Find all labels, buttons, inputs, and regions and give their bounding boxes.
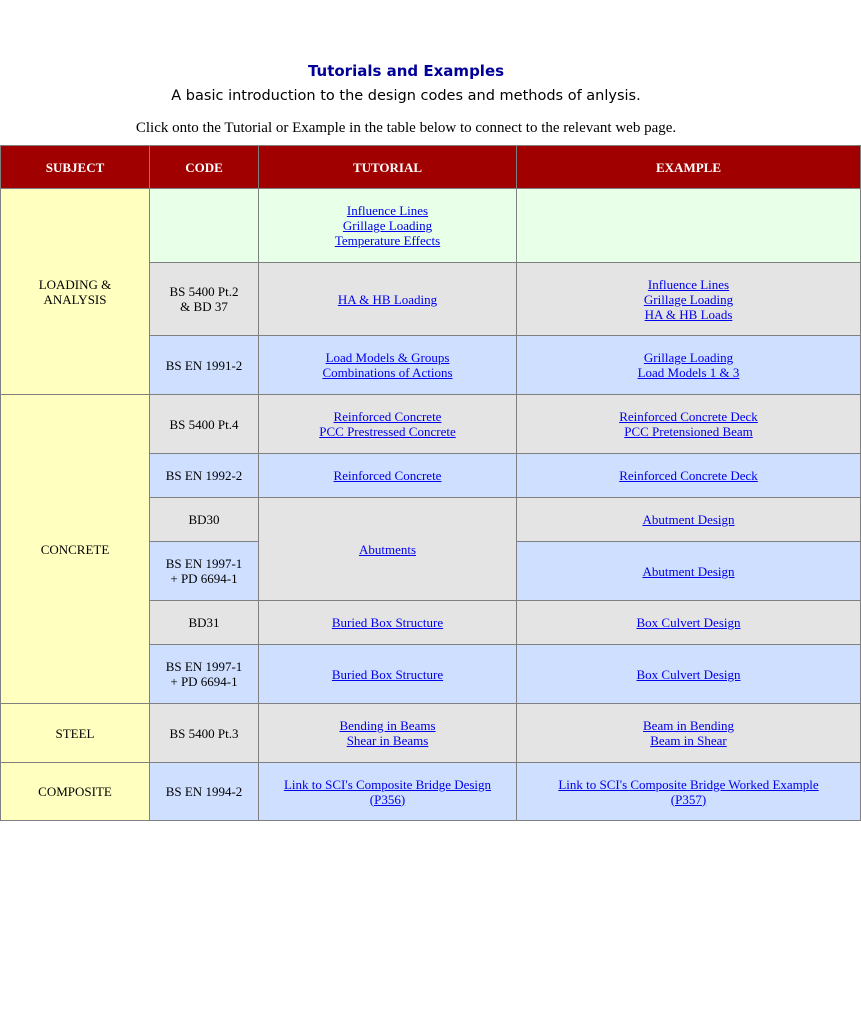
instruction-text: Click onto the Tutorial or Example in the table below to connect to the relevant web page. [135, 120, 677, 136]
subject-concrete: CONCRETE [1, 395, 150, 704]
code-cell: BS EN 1992-2 [150, 454, 259, 498]
link-shear-in-beams[interactable]: Shear in Beams [346, 733, 429, 748]
link-example-box-culvert-design-ec[interactable]: Box Culvert Design [636, 666, 741, 682]
link-load-models-groups[interactable]: Load Models & Groups [325, 350, 450, 365]
link-example-rc-deck-ec[interactable]: Reinforced Concrete Deck [619, 468, 758, 483]
example-cell [517, 601, 861, 645]
code-label: + PD 6694-1 [170, 571, 238, 586]
subject-steel: STEEL [1, 704, 150, 763]
link-example-abutment-design[interactable]: Abutment Design [642, 512, 735, 527]
example-cell-empty [517, 189, 861, 263]
header-tutorial: TUTORIAL [259, 146, 517, 189]
code-label: BS 5400 Pt.2 [169, 284, 239, 299]
link-example-beam-in-shear[interactable]: Beam in Shear [650, 733, 727, 748]
tutorial-cell [259, 498, 517, 601]
code-cell: BS EN 1991-2 [150, 336, 259, 395]
code-cell: BS EN 1994-2 [150, 763, 259, 821]
header-example: EXAMPLE [517, 146, 861, 189]
example-cell [517, 395, 861, 454]
subject-label: LOADING & [38, 276, 112, 292]
tutorials-table [0, 145, 861, 821]
link-bending-in-beams[interactable]: Bending in Beams [339, 718, 436, 733]
link-example-abutment-design-ec[interactable]: Abutment Design [642, 563, 735, 579]
header-code: CODE [150, 146, 259, 189]
tutorial-cell [259, 645, 517, 704]
example-cell [517, 645, 861, 704]
code-cell [150, 263, 259, 336]
example-cell [517, 454, 861, 498]
subject-composite: COMPOSITE [1, 763, 150, 821]
code-label: & BD 37 [180, 299, 228, 314]
tutorial-cell [259, 263, 517, 336]
table-row [1, 189, 861, 263]
link-influence-lines[interactable]: Influence Lines [346, 203, 429, 218]
code-cell: BS 5400 Pt.4 [150, 395, 259, 454]
code-label: BS EN 1997-1 [165, 556, 243, 571]
tutorial-cell [259, 601, 517, 645]
tutorial-cell [259, 704, 517, 763]
link-combinations-of-actions[interactable]: Combinations of Actions [322, 365, 453, 380]
example-cell [517, 498, 861, 542]
link-buried-box-structure[interactable]: Buried Box Structure [331, 615, 444, 630]
table-row [1, 395, 861, 454]
code-cell [150, 542, 259, 601]
link-temperature-effects[interactable]: Temperature Effects [334, 233, 441, 248]
table-header-row [1, 146, 861, 189]
example-cell [517, 263, 861, 336]
link-example-box-culvert-design[interactable]: Box Culvert Design [636, 615, 741, 630]
header-subject: SUBJECT [1, 146, 150, 189]
link-example-ha-hb-loads[interactable]: HA & HB Loads [644, 306, 733, 322]
link-grillage-loading[interactable]: Grillage Loading [342, 218, 433, 233]
link-reinforced-concrete[interactable]: Reinforced Concrete [333, 409, 442, 424]
link-sci-p357[interactable]: (P357) [670, 791, 707, 807]
link-example-influence-lines[interactable]: Influence Lines [647, 276, 730, 292]
link-sci-composite-bridge-design[interactable]: Link to SCI's Composite Bridge Design [283, 776, 492, 792]
code-label: + PD 6694-1 [170, 674, 238, 689]
tutorial-cell [259, 395, 517, 454]
link-example-rc-deck[interactable]: Reinforced Concrete Deck [619, 409, 758, 424]
link-sci-composite-worked-example[interactable]: Link to SCI's Composite Bridge Worked Example [558, 776, 819, 792]
code-label: BS EN 1997-1 [165, 659, 243, 674]
example-cell [517, 704, 861, 763]
table-row [1, 704, 861, 763]
link-example-grillage-loading-ec[interactable]: Grillage Loading [643, 350, 734, 365]
page-subtitle: A basic introduction to the design codes and methods of anlysis. [171, 88, 641, 104]
link-abutments[interactable]: Abutments [358, 541, 417, 557]
tutorial-cell [259, 336, 517, 395]
page-title: Tutorials and Examples [307, 62, 505, 80]
link-pcc-prestressed-concrete[interactable]: PCC Prestressed Concrete [319, 424, 456, 439]
example-cell [517, 763, 861, 821]
tutorial-cell [259, 454, 517, 498]
link-example-grillage-loading[interactable]: Grillage Loading [643, 291, 734, 307]
code-cell [150, 645, 259, 704]
example-cell [517, 542, 861, 601]
subject-label: ANALYSIS [43, 291, 107, 307]
table-row [1, 763, 861, 821]
tutorial-cell [259, 189, 517, 263]
tutorial-cell [259, 763, 517, 821]
code-cell-empty [150, 189, 259, 263]
code-cell: BS 5400 Pt.3 [150, 704, 259, 763]
link-example-load-models[interactable]: Load Models 1 & 3 [637, 365, 740, 380]
subject-loading-analysis [1, 189, 150, 395]
code-cell: BD30 [150, 498, 259, 542]
link-example-pcc-pretensioned-beam[interactable]: PCC Pretensioned Beam [624, 424, 753, 439]
link-buried-box-structure-ec[interactable]: Buried Box Structure [331, 666, 444, 682]
code-cell: BD31 [150, 601, 259, 645]
example-cell [517, 336, 861, 395]
link-sci-p356[interactable]: (P356) [369, 791, 406, 807]
link-example-beam-in-bending[interactable]: Beam in Bending [643, 718, 734, 733]
link-ha-hb-loading[interactable]: HA & HB Loading [337, 291, 438, 307]
link-reinforced-concrete-ec[interactable]: Reinforced Concrete [333, 468, 442, 483]
